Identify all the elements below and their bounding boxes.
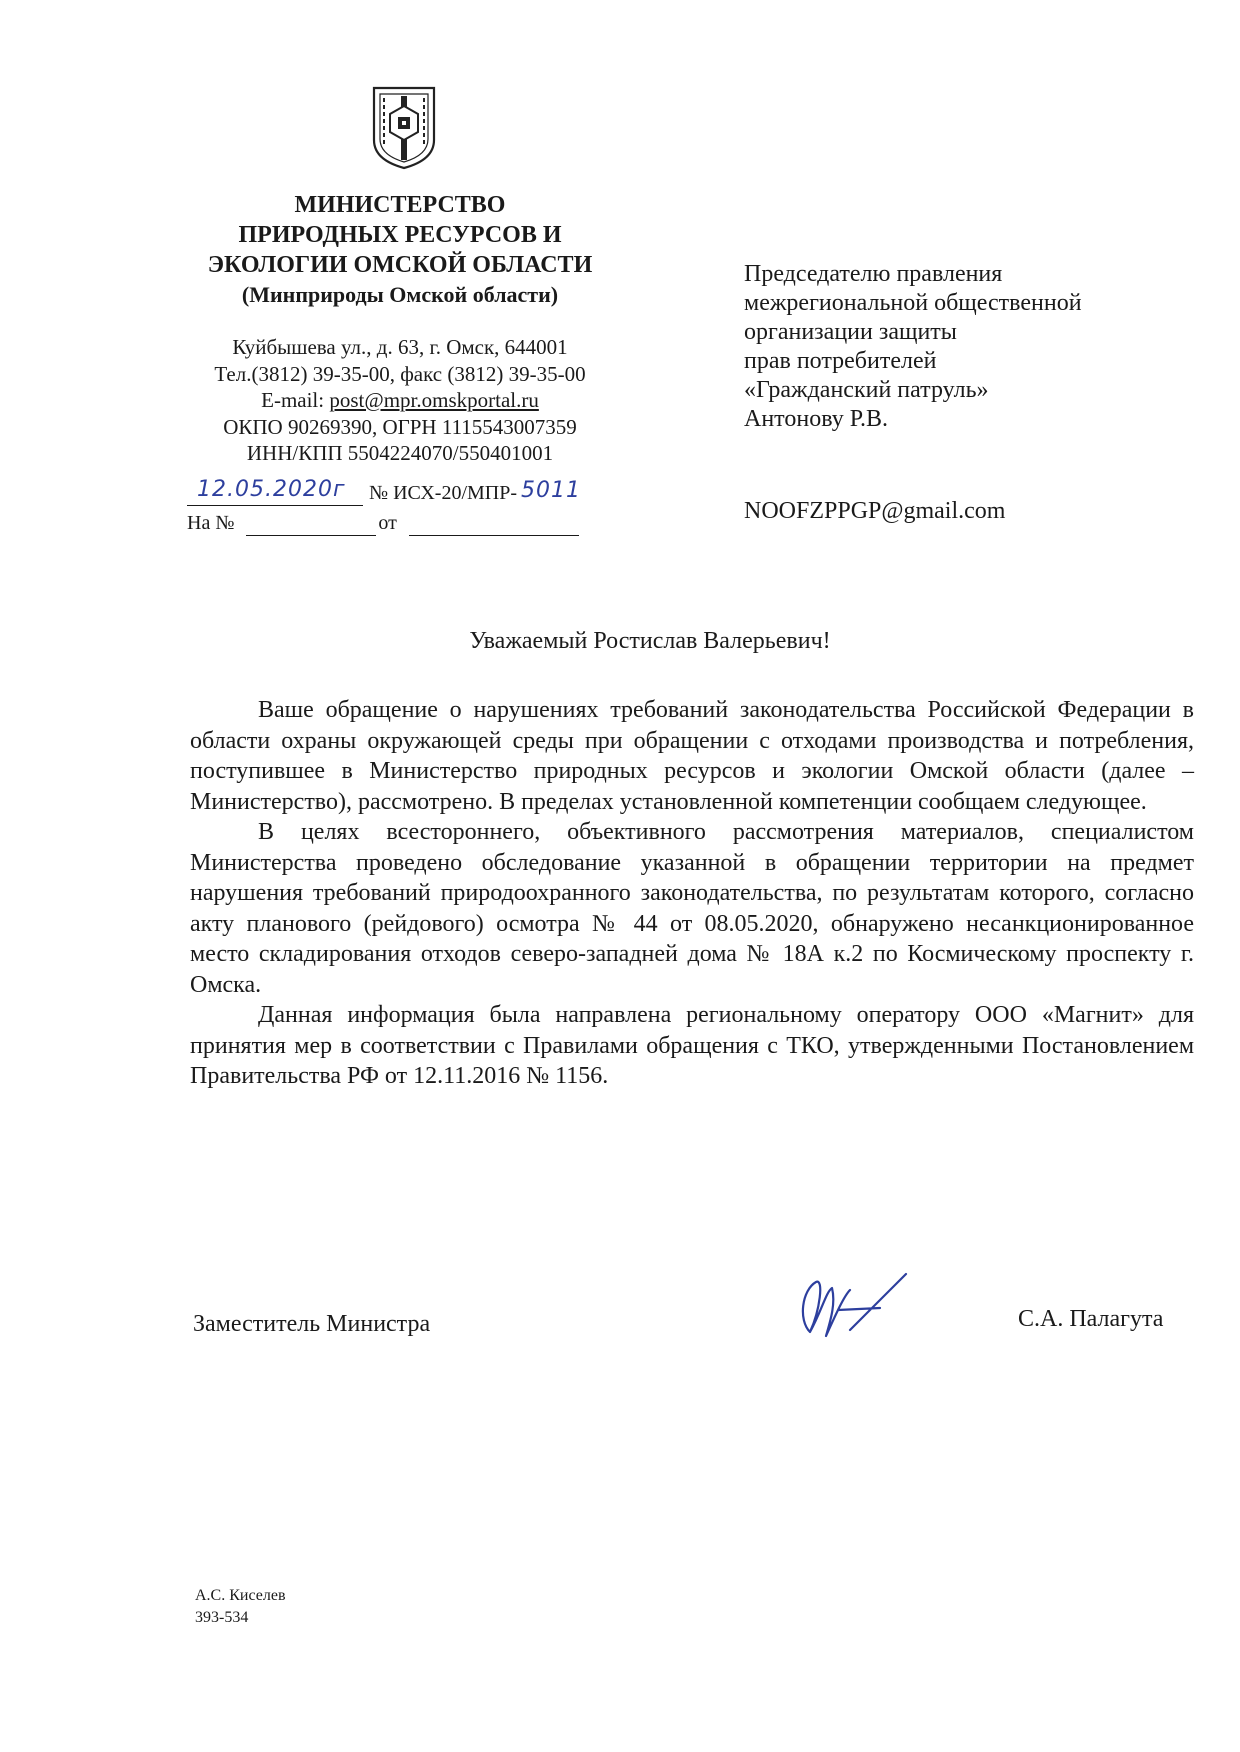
coat-of-arms-icon (368, 84, 440, 170)
ministry-name-line1: МИНИСТЕРСТВО (294, 192, 506, 218)
handwritten-signature (780, 1270, 910, 1350)
recipient-line5: «Гражданский патруль» (744, 377, 989, 403)
ministry-contacts (150, 334, 650, 467)
salutation: Уважаемый Ростислав Валерьевич! (469, 628, 831, 654)
ministry-short-name: (Минприроды Омской области) (241, 282, 559, 307)
ministry-name-line2: ПРИРОДНЫХ РЕСУРСОВ И (238, 222, 562, 248)
okpo-ogrn: ОКПО 90269390, ОГРН 1115543007359 (223, 414, 577, 439)
signatory-title: Заместитель Министра (193, 1311, 431, 1337)
reply-to-label: На № (187, 512, 235, 534)
recipient-email[interactable]: NOOFZPPGP@gmail.com (744, 498, 1006, 524)
outgoing-date-handwritten: 12.05.2020г (197, 477, 346, 502)
email-label: E-mail: (261, 388, 330, 412)
recipient-line4: прав потребителей (744, 348, 937, 374)
executor-block (195, 1585, 286, 1629)
letter-body (190, 695, 1194, 1092)
outgoing-registration (187, 477, 589, 536)
reply-to-line (187, 510, 589, 536)
recipient-line1: Председателю правления (744, 261, 1003, 287)
inn-kpp: ИНН/КПП 5504224070/550401001 (246, 441, 554, 465)
ministry-name-line3: ЭКОЛОГИИ ОМСКОЙ ОБЛАСТИ (207, 252, 593, 278)
recipient-block (744, 260, 1204, 434)
phone-fax: Тел.(3812) 39-35-00, факс (3812) 39-35-00 (214, 361, 586, 386)
recipient-line6: Антонову Р.В. (744, 406, 889, 432)
email-link[interactable]: post@mpr.omskportal.ru (329, 388, 539, 412)
recipient-line2: межрегиональной общественной (744, 290, 1082, 316)
executor-name: А.С. Киселев (195, 1587, 286, 1604)
body-paragraph-2: В целях всестороннего, объективного рассмотрения материалов, специалистом Министерства проведено обследование указанной в обращении территории на предмет нарушения требований природоохранного законодательства, по результатам которого, согласно акту планового (рейдового) осмотра № 44 от 08.05.2020, обнаружено несанкционированное место складирования отходов северо-западней дома № 18А к.2 по Космическому проспекту г. Омска. (190, 819, 1194, 998)
executor-phone: 393-534 (195, 1609, 249, 1626)
body-paragraph-1: Ваше обращение о нарушениях требований законодательства Российской Федерации в области охраны окружающей среды при обращении с отходами производства и потребления, поступившее в Министерство природных ресурсов и экологии Омской области (далее – Министерство), рассмотрено. В пределах установленной компетенции сообщаем следующее. (190, 697, 1194, 815)
outgoing-number-line (187, 477, 589, 506)
recipient-line3: организации защиты (744, 319, 957, 345)
reply-from-label: от (378, 512, 397, 534)
reply-to-number-field (246, 511, 376, 536)
address: Куйбышева ул., д. 63, г. Омск, 644001 (232, 335, 568, 359)
body-paragraph-3: Данная информация была направлена региональному оператору ООО «Магнит» для принятия мер в соответствии с Правилами обращения с ТКО, утвержденными Постановлением Правительства РФ от 12.11.2016 № 1156. (190, 1002, 1194, 1089)
reply-from-date-field (409, 511, 579, 536)
outgoing-number-field (517, 478, 589, 506)
ministry-name-block (150, 190, 650, 310)
outgoing-number-handwritten: 5011 (521, 478, 582, 503)
outgoing-date-field (187, 477, 363, 506)
outgoing-number-label: № ИСХ-20/МПР- (369, 482, 518, 504)
email-line (150, 387, 650, 414)
signatory-name: С.А. Палагута (1018, 1306, 1164, 1332)
